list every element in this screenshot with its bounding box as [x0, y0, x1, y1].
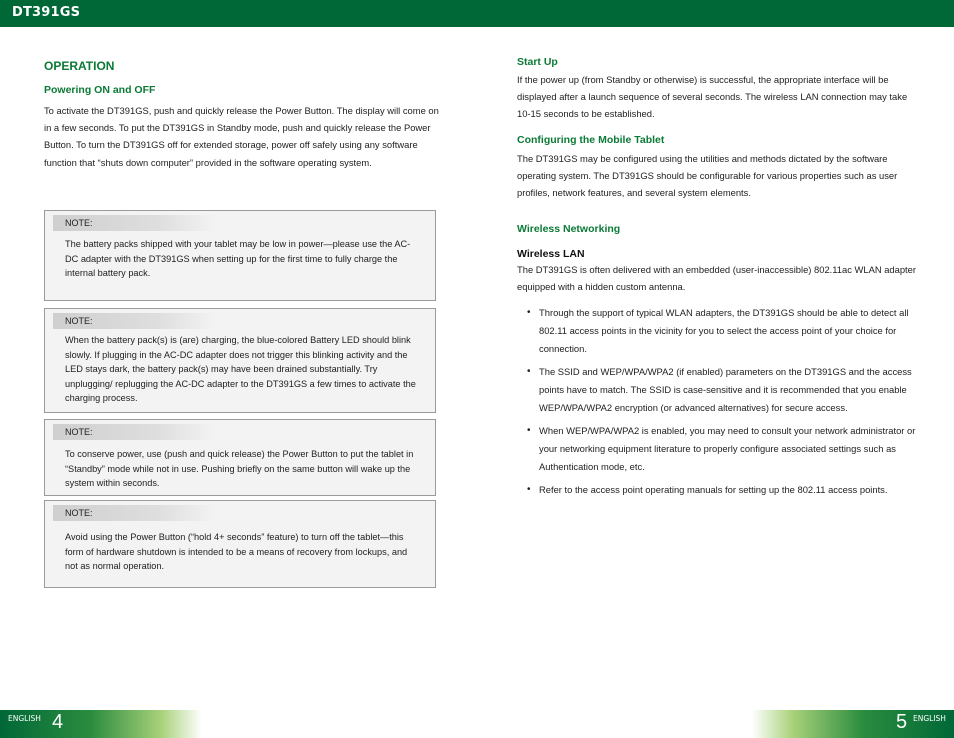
note-label: NOTE: [53, 215, 215, 231]
list-item [517, 304, 917, 358]
config-title: Configuring the Mobile Tablet [517, 133, 665, 146]
footer-right [752, 710, 954, 738]
footer-left [0, 710, 202, 738]
list-item [517, 422, 917, 476]
bullet-icon: • [527, 365, 531, 377]
note-text: The battery packs shipped with your tablet may be low in power—please use the AC-DC adapter with the DT391GS when setting up for the first time to fully charge the internal battery pack. [65, 239, 411, 279]
note-text: When the battery pack(s) is (are) charging, the blue-colored Battery LED should blink slowly. If plugging in the AC-DC adapter does not trigger this blinking activity and the LED stays dark, the battery pack(s) may have been drained substantially. Try unplugging/ replugging the AC-DC adapter to the DT391GS a few times to activate the charging process. [65, 335, 416, 404]
list-item-text: Through the support of typical WLAN adapters, the DT391GS should be able to detect all 802.11 access points in the vicinity for you to select the access point of your choice for connection. [539, 306, 909, 354]
section-title: OPERATION [44, 59, 115, 73]
wlan-paragraph: The DT391GS is often delivered with an embedded (user-inaccessible) 802.11ac WLAN adapter equipped with a hidden custom antenna. [517, 264, 916, 293]
note-box [44, 419, 436, 496]
note-text: To conserve power, use (push and quick release) the Power Button to put the tablet in “Standby” mode while not in use. Pushing briefly on the same button will wake up the system within seconds. [65, 449, 414, 489]
note-box [44, 500, 436, 588]
list-item-text: Refer to the access point operating manuals for setting up the 802.11 access points. [539, 483, 888, 495]
power-paragraph: To activate the DT391GS, push and quickly release the Power Button. The display will come on in a few seconds. To put the DT391GS in Standby mode, push and quickly release the Power Button. To turn the DT391GS off for extended storage, power off safely using any software function that “shuts down computer” provided in the software operating system. [44, 105, 439, 168]
bullet-icon: • [527, 483, 531, 495]
document-title: DT391GS [12, 5, 81, 20]
config-paragraph: The DT391GS may be configured using the utilities and methods dictated by the software operating system. The DT391GS should be configurable for various properties such as user profiles, network features, and several system elements. [517, 152, 898, 199]
bullet-icon: • [527, 424, 531, 436]
right-column [517, 56, 917, 499]
page-number: 4 [52, 711, 64, 733]
list-item-text: The SSID and WEP/WPA/WPA2 (if enabled) parameters on the DT391GS and the access points have to match. The SSID is case-sensitive and it is recommended that you enable WEP/WPA/WPA2 encryption (or advanced alternatives) for secure access. [539, 365, 912, 413]
list-item-text: When WEP/WPA/WPA2 is enabled, you may need to consult your network administrator or your networking equipment literature to properly configure associated settings such as Authentication mode, etc. [539, 424, 916, 472]
list-item [517, 481, 917, 499]
wlan-title: Wireless LAN [517, 248, 585, 261]
wireless-title: Wireless Networking [517, 223, 621, 236]
note-label: NOTE: [53, 313, 215, 329]
footer-language-label: ENGLISH [913, 714, 946, 723]
footer-language-label: ENGLISH [8, 714, 41, 723]
note-box [44, 308, 436, 413]
startup-paragraph: If the power up (from Standby or otherwise) is successful, the appropriate interface will be displayed after a launch sequence of several seconds. The wireless LAN connection may take 10-15 seconds to be established. [517, 74, 908, 120]
startup-title: Start Up [517, 56, 558, 68]
note-text: Avoid using the Power Button (“hold 4+ seconds” feature) to turn off the tablet—this form of hardware shutdown is intended to be a means of recovery from lockups, and not as normal operation. [65, 532, 408, 572]
note-box [44, 210, 436, 301]
bullet-icon: • [527, 306, 531, 318]
note-label: NOTE: [53, 505, 215, 521]
list-item [517, 363, 917, 417]
header-bar [0, 0, 954, 27]
wlan-bullet-list [517, 304, 917, 499]
page-number: 5 [896, 711, 908, 733]
note-label: NOTE: [53, 424, 215, 440]
left-column [44, 56, 444, 171]
subsection-title: Powering ON and OFF [44, 84, 156, 96]
